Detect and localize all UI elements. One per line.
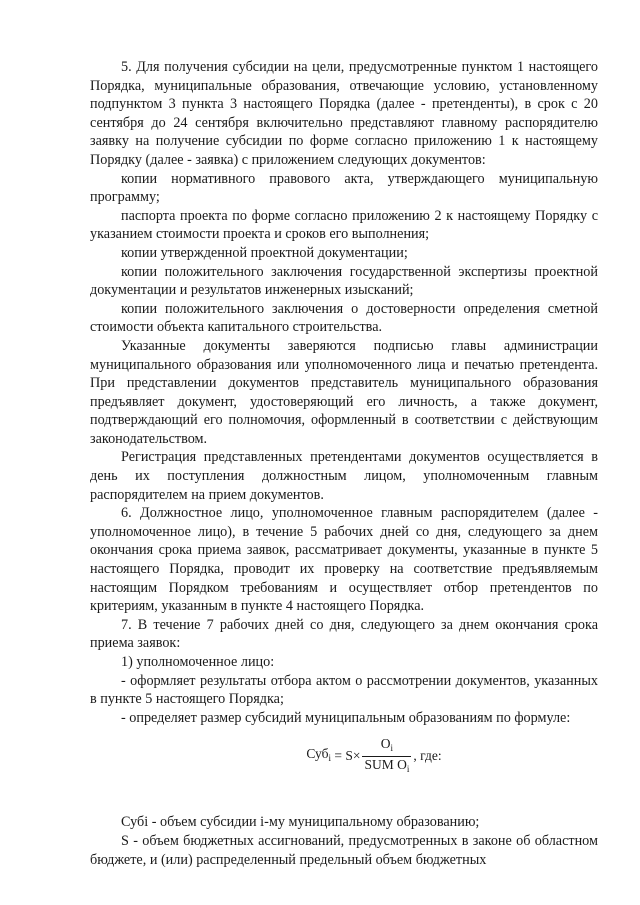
paragraph: Указанные документы заверяются подписью главы администрации муниципального образования или уполномоченного лица и печатью претендента. При представлении документов представитель муниципального образования предъявляет документ, удостоверяющий его личность, а также документ, подтверждающий его полномочия, оформленный в соответствии с действующим законодательством. <box>90 337 598 447</box>
formula-equals: = S× <box>330 748 361 764</box>
paragraph: 6. Должностное лицо, уполномоченное главным распорядителем (далее - уполномоченное лицо), в течение 5 рабочих дней со дня, следующего за днем окончания срока приема заявок, рассматривает документы, указанные в пункте 5 настоящего Порядка, проводит их проверку на соответствие предъявляемым настоящим Порядком требованиям и осуществляет отбор претендентов по критериям, указанным в пункте 4 настоящего Порядка. <box>90 505 598 615</box>
paragraph: - определяет размер субсидий муниципальным образованиям по формуле: <box>121 709 571 726</box>
formula-fraction <box>362 736 411 777</box>
top-paragraphs <box>90 58 598 727</box>
paragraph: копии нормативного правового акта, утверждающего муниципальную программу; <box>90 170 598 206</box>
paragraph: Регистрация представленных претендентами документов осуществляется в день их поступления должностным лицом, уполномоченным главным распорядителем на прием документов. <box>90 449 598 503</box>
formula-denominator: SUM $O_i$ <box>364 756 410 774</box>
paragraph: - оформляет результаты отбора актом о рассмотрении документов, указанных в пункте 5 настоящего Порядка; <box>90 672 598 708</box>
paragraph: копии положительного заключения о достоверности определения сметной стоимости объекта капитального строительства. <box>90 300 598 336</box>
subsidy-formula <box>150 729 598 783</box>
paragraph: Субi - объем субсидии i-му муниципальному образованию; <box>121 814 480 831</box>
body-text <box>90 58 598 869</box>
paragraph: паспорта проекта по форме согласно приложению 2 к настоящему Порядку с указанием стоимости проекта и сроков его выполнения; <box>90 207 598 243</box>
formula-numerator: $O_i$ <box>380 735 394 753</box>
paragraph: S - объем бюджетных ассигнований, предусмотренных в законе об областном бюджете, и (или) распределенный предельный объем бюджетных <box>90 832 598 868</box>
spacer <box>90 783 598 813</box>
formula-tail: , где: <box>413 748 442 764</box>
paragraph: 1) уполномоченное лицо: <box>121 654 275 670</box>
paragraph: 5. Для получения субсидии на цели, предусмотренные пунктом 1 настоящего Порядка, муниципальные образования, отвечающие условию, установленному подпунктом 3 пункта 3 настоящего Порядка (далее - претенденты), в срок с 20 сентября до 24 сентября включительно представляют главному распорядителю заявку на получение субсидии по форме согласно приложению 1 к настоящему Порядку (далее - заявка) с приложением следующих документов: <box>90 59 598 168</box>
bottom-paragraphs <box>90 813 598 869</box>
formula-lhs: Суб$_i$ <box>306 746 331 764</box>
paragraph: копии положительного заключения государственной экспертизы проектной документации и результатов инженерных изысканий; <box>90 263 598 299</box>
paragraph: копии утвержденной проектной документации; <box>121 244 408 261</box>
paragraph: 7. В течение 7 рабочих дней со дня, следующего за днем окончания срока приема заявок: <box>90 616 598 652</box>
